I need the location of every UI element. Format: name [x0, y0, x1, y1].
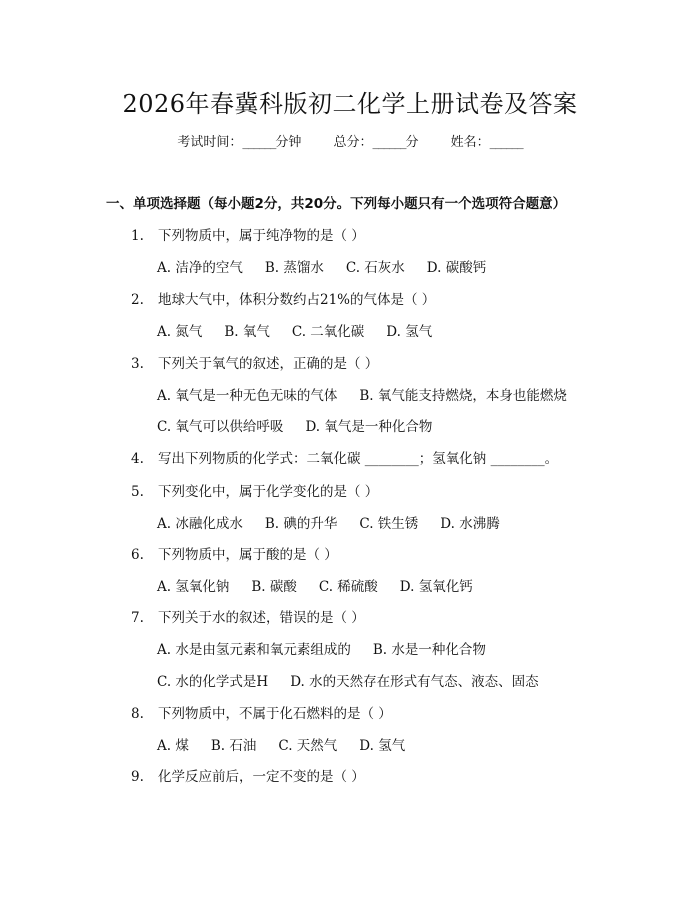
option-d: D. 碳酸钙 [426, 260, 487, 276]
option-a: A. 冰融化成水 [157, 516, 243, 532]
option-d: D. 氢氧化钙 [399, 579, 473, 595]
option-b: B. 氧气 [224, 324, 270, 340]
question-6-options [157, 575, 473, 595]
question-3-options-row-2 [157, 415, 432, 435]
option-c: C. 水的化学式是H [157, 674, 269, 690]
section-heading: 一、单项选择题（每小题2分，共20分。下列每小题只有一个选项符合题意） [106, 196, 567, 212]
question-1-options [157, 256, 486, 276]
option-d: D. 氢气 [359, 738, 406, 754]
page-title: 2026年春冀科版初二化学上册试卷及答案 [122, 90, 578, 118]
question-7: 7. 下列关于水的叙述，错误的是（ ） [131, 610, 365, 626]
question-8-options [157, 734, 405, 754]
question-3: 3. 下列关于氧气的叙述，正确的是（ ） [131, 356, 379, 372]
question-7-options-row-2 [157, 670, 539, 690]
option-a: A. 水是由氢元素和氧元素组成的 [157, 642, 351, 658]
option-a: A. 煤 [157, 738, 189, 754]
option-d: D. 氧气是一种化合物 [305, 419, 433, 435]
option-c: C. 天然气 [278, 738, 338, 754]
option-c: C. 铁生锈 [359, 516, 419, 532]
option-b: B. 氧气能支持燃烧，本身也能燃烧 [359, 388, 567, 404]
question-4: 4. 写出下列物质的化学式：二氧化碳 ________；氢氧化钠 ________。 [131, 451, 559, 467]
student-name: 姓名：______ [450, 135, 523, 150]
question-2: 2. 地球大气中，体积分数约占21%的气体是（ ） [131, 292, 436, 308]
question-5: 5. 下列变化中，属于化学变化的是（ ） [131, 484, 379, 500]
score-blank: ______ [372, 135, 406, 150]
exam-time: 考试时间：______分钟 [177, 135, 302, 150]
question-1: 1. 下列物质中，属于纯净物的是（ ） [131, 228, 365, 244]
option-d: D. 水沸腾 [440, 516, 500, 532]
time-blank: ______ [242, 135, 276, 150]
option-b: B. 碳酸 [251, 579, 297, 595]
question-6: 6. 下列物质中，属于酸的是（ ） [131, 547, 338, 563]
name-blank: ______ [489, 135, 523, 150]
option-c: C. 氧气可以供给呼吸 [157, 419, 284, 435]
question-2-options [157, 320, 432, 340]
question-3-options-row-1 [157, 384, 567, 404]
question-8: 8. 下列物质中，不属于化石燃料的是（ ） [131, 706, 392, 722]
question-5-options [157, 512, 500, 532]
option-a: A. 氧气是一种无色无味的气体 [157, 388, 338, 404]
option-a: A. 氮气 [157, 324, 203, 340]
option-d: D. 水的天然存在形式有气态、液态、固态 [290, 674, 539, 690]
option-c: C. 稀硫酸 [318, 579, 378, 595]
total-score: 总分：______分 [333, 135, 419, 150]
question-7-options-row-1 [157, 638, 486, 658]
option-c: C. 石灰水 [345, 260, 405, 276]
option-b: B. 碘的升华 [264, 516, 338, 532]
exam-meta [0, 131, 700, 150]
question-9: 9. 化学反应前后，一定不变的是（ ） [131, 769, 365, 785]
option-a: A. 氢氧化钠 [157, 579, 230, 595]
option-b: B. 石油 [210, 738, 257, 754]
option-c: C. 二氧化碳 [291, 324, 365, 340]
option-a: A. 洁净的空气 [157, 260, 243, 276]
option-b: B. 蒸馏水 [264, 260, 324, 276]
option-d: D. 氢气 [386, 324, 433, 340]
option-b: B. 水是一种化合物 [372, 642, 486, 658]
